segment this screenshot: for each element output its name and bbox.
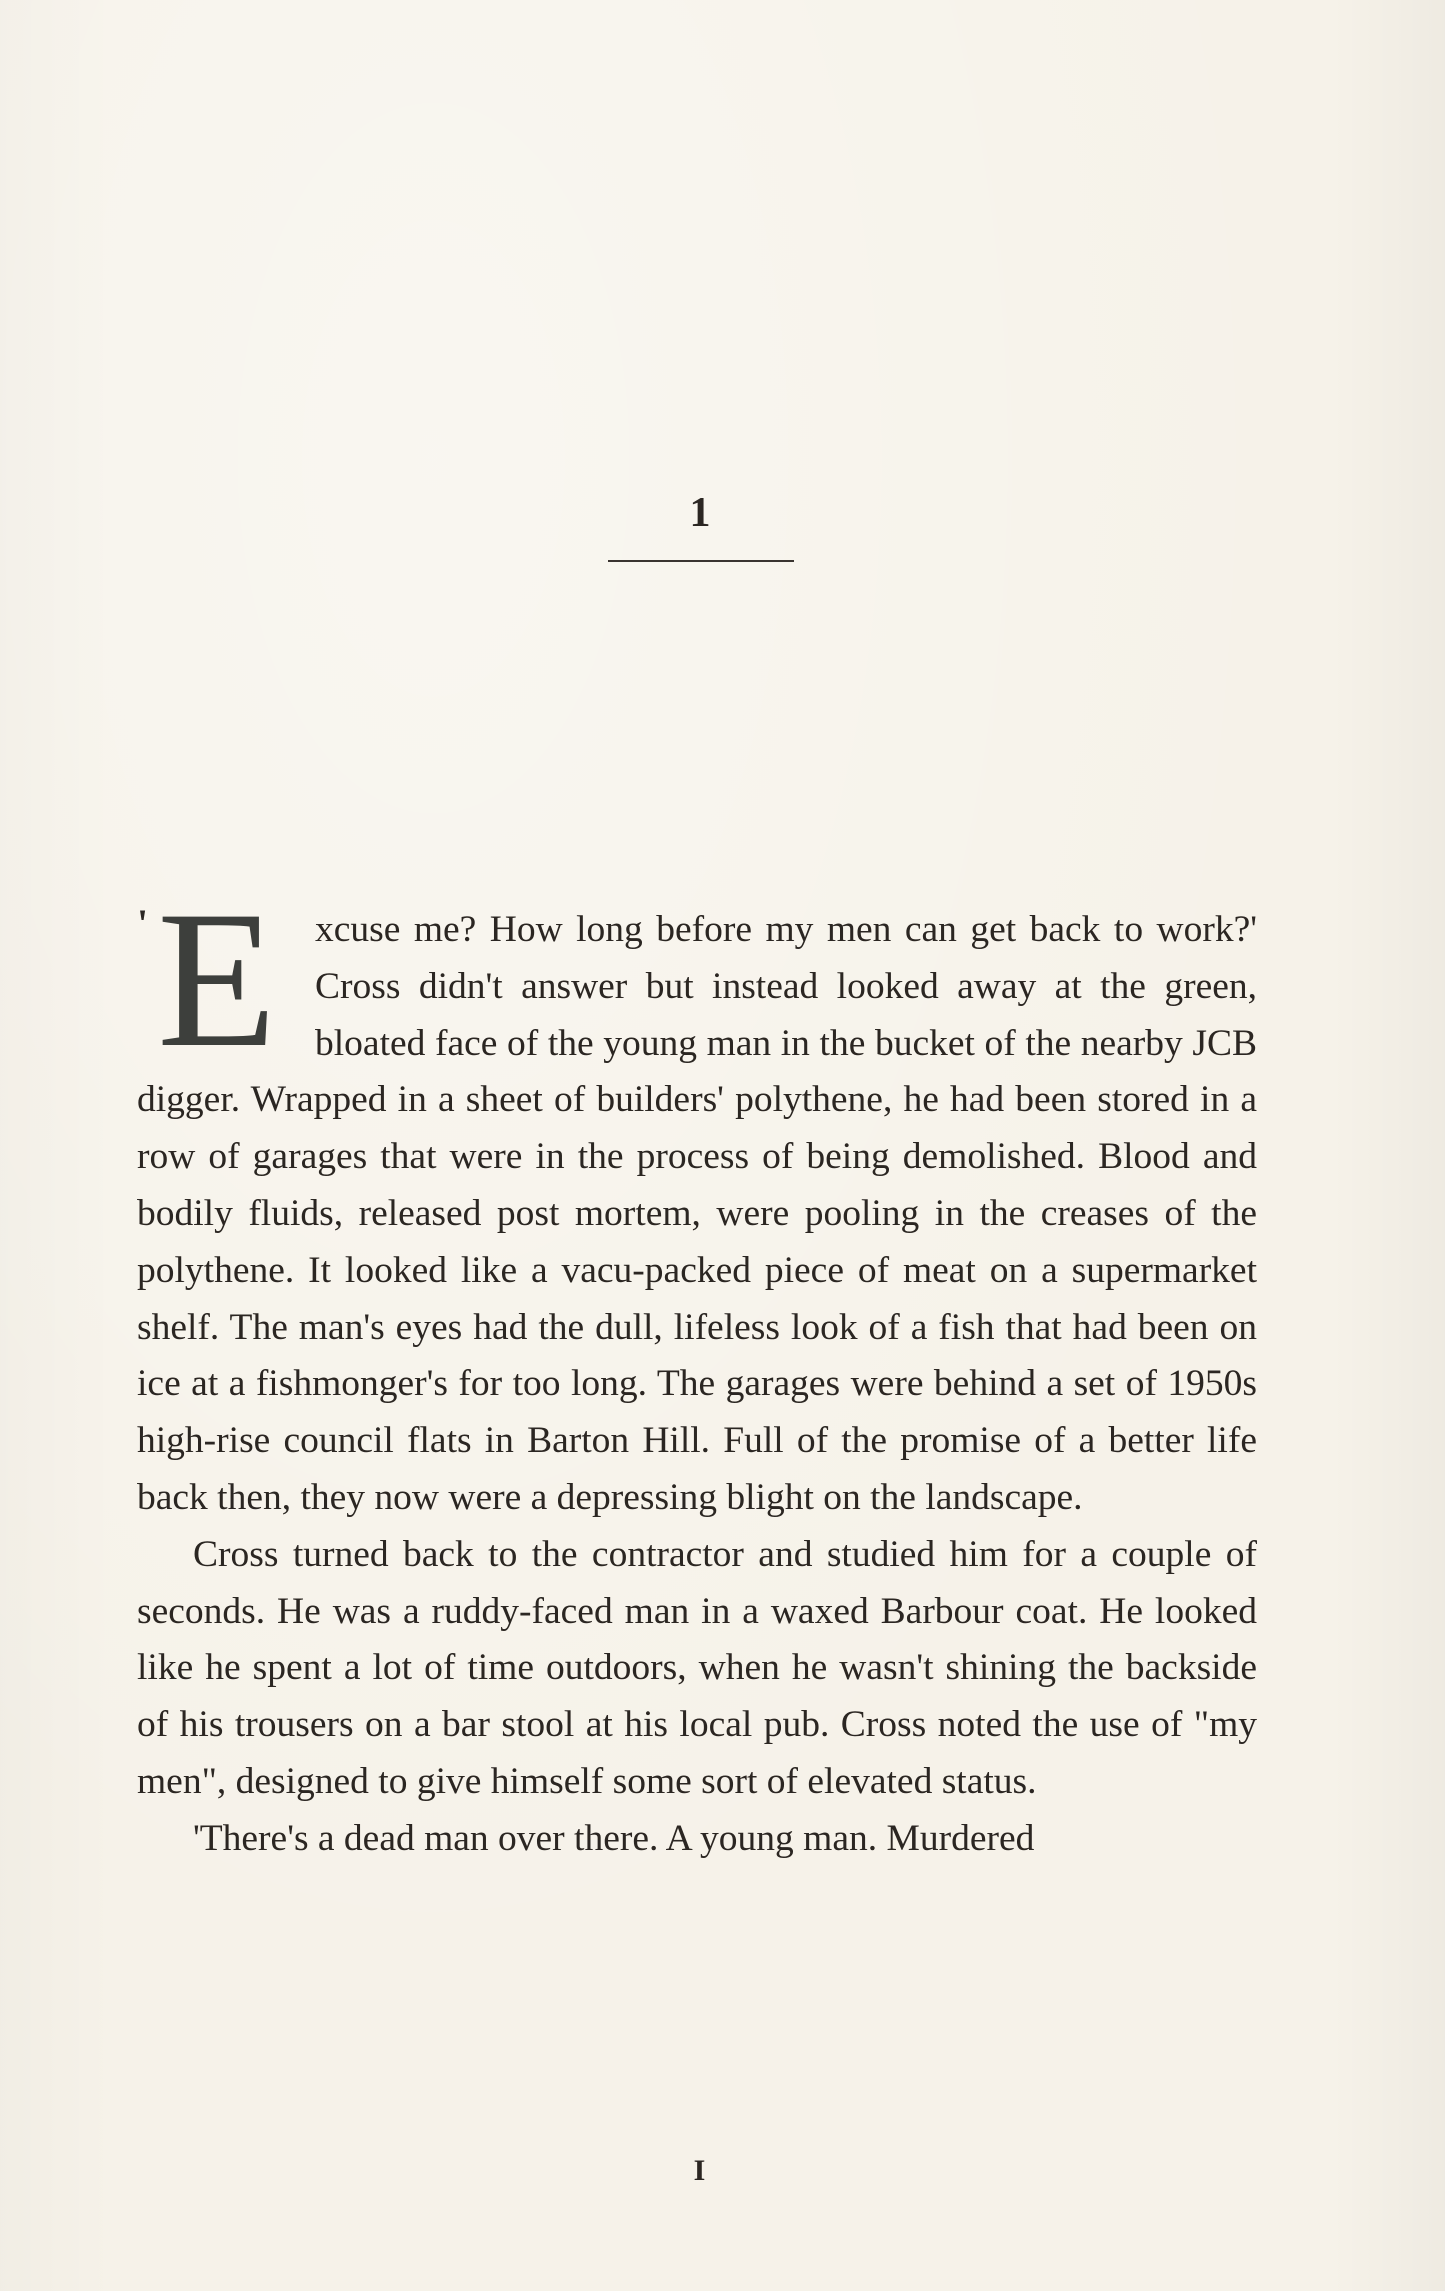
body-text <box>137 871 1257 1868</box>
chapter-rule <box>608 560 794 562</box>
paragraph-3: 'There's a dead man over there. A young man. Murdered <box>193 1817 1035 1859</box>
paragraph-1 <box>137 871 1257 1527</box>
drop-cap <box>137 871 299 1088</box>
page-number: I <box>693 2154 707 2187</box>
chapter-number: 1 <box>689 490 711 536</box>
paragraph-2: Cross turned back to the contractor and studied him for a couple of seconds. He was a ruddy-faced man in a waxed Barbour coat. He looked like he spent a lot of time outdoors, when he wasn't shining the backside of his trousers on a bar stool at his local pub. Cross noted the use of "my men", designed to give himself some sort of elevated status. <box>137 1533 1257 1802</box>
drop-cap-quote: ' <box>137 901 149 946</box>
paragraph-1-text: xcuse me? How long before my men can get back to work?' Cross didn't answer but instead looked away at the green, bloated face of the young man in the bucket of the nearby JCB digger. Wrapped in a sheet of builders' polythene, he had been stored in a row of garages that were in the process of being demolished. Blood and bodily fluids, released post mortem, were pooling in the creases of the polythene. It looked like a vacu-packed piece of meat on a supermarket shelf. The man's eyes had the dull, lifeless look of a fish that had been on ice at a fishmonger's for too long. The garages were behind a set of 1950s high-rise council flats in Barton Hill. Full of the promise of a better life back then, they now were a depressing blight on the landscape. <box>137 909 1257 1518</box>
drop-cap-letter: E <box>157 871 277 1088</box>
